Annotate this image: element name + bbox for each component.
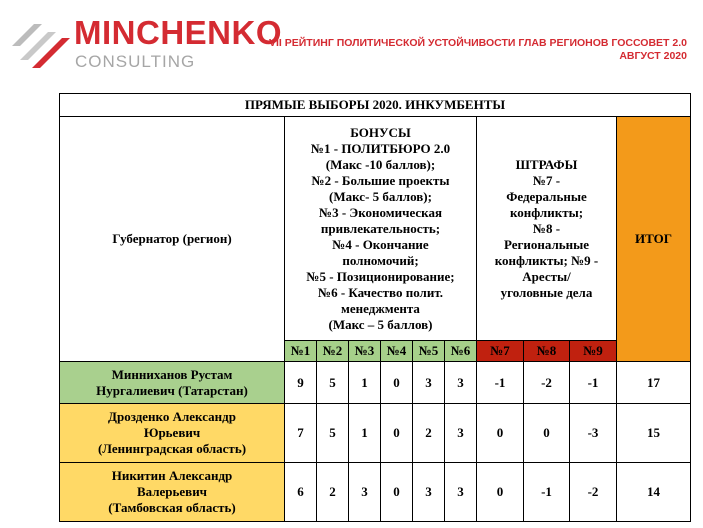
score-cell: 5	[317, 362, 349, 404]
criterion-header: №7	[477, 341, 524, 362]
governor-column-header: Губернатор (регион)	[60, 117, 285, 362]
total-cell: 17	[617, 362, 691, 404]
governor-name-cell	[60, 463, 285, 522]
governor-name-cell	[60, 404, 285, 463]
score-cell: -1	[477, 362, 524, 404]
governor-name-line: Нургалиевич (Татарстан)	[96, 382, 248, 398]
bonus-line: привлекательность;	[320, 220, 441, 236]
fines-line: Федеральные	[506, 188, 587, 204]
bonus-line: полномочий;	[342, 252, 419, 268]
score-cell: 1	[349, 362, 381, 404]
score-cell: 3	[445, 404, 477, 463]
criterion-header: №3	[349, 341, 381, 362]
score-cell: 7	[285, 404, 317, 463]
fines-line: конфликты;	[509, 204, 584, 220]
score-cell: -3	[570, 404, 617, 463]
total-column-header: ИТОГ	[617, 117, 691, 362]
score-cell: -1	[524, 463, 570, 522]
table-row	[60, 362, 691, 404]
criterion-header: №2	[317, 341, 349, 362]
governor-name-cell	[60, 362, 285, 404]
governor-name-line: (Ленинградская область)	[97, 441, 247, 456]
bonus-line: (Макс -10 баллов);	[325, 156, 436, 172]
bonus-line: №3 - Экономическая	[319, 204, 442, 220]
score-cell: 0	[381, 463, 413, 522]
fines-line: №7 -	[532, 172, 561, 188]
fines-line: Региональные	[503, 236, 590, 252]
criterion-header: №6	[445, 341, 477, 362]
score-cell: 0	[381, 362, 413, 404]
criterion-header: №5	[413, 341, 445, 362]
score-cell: 9	[285, 362, 317, 404]
score-cell: 3	[349, 463, 381, 522]
brand-name: MINCHENKO	[74, 14, 282, 51]
score-cell: 3	[413, 362, 445, 404]
score-cell: -2	[524, 362, 570, 404]
governor-name-line: Дрозденко Александр	[108, 409, 236, 424]
score-cell: -2	[570, 463, 617, 522]
table-caption: ПРЯМЫЕ ВЫБОРЫ 2020. ИНКУМБЕНТЫ	[60, 94, 691, 117]
score-cell: 5	[317, 404, 349, 463]
score-cell: 0	[477, 404, 524, 463]
criterion-header: №8	[524, 341, 570, 362]
fines-line: ШТРАФЫ	[515, 156, 578, 172]
bonus-line: БОНУСЫ	[350, 124, 411, 140]
score-cell: 2	[413, 404, 445, 463]
score-cell: 2	[317, 463, 349, 522]
governor-name-line: Юрьевич	[143, 425, 201, 440]
score-cell: -1	[570, 362, 617, 404]
criterion-header: №4	[381, 341, 413, 362]
bonus-line: (Макс- 5 баллов);	[329, 188, 432, 204]
governor-name-line: (Тамбовская область)	[108, 500, 236, 515]
bonus-line: (Макс – 5 баллов)	[328, 316, 433, 332]
fines-line: конфликты; №9 -	[494, 252, 599, 268]
fines-line: Аресты/	[522, 268, 571, 284]
criterion-header: №9	[570, 341, 617, 362]
bonus-line: №6 - Качество полит.	[318, 284, 443, 300]
bonus-line: менеджмента	[341, 300, 420, 316]
bonus-line: №1 - ПОЛИТБЮРО 2.0	[310, 140, 451, 156]
score-cell: 3	[445, 362, 477, 404]
governor-name-line: Валерьевич	[136, 484, 208, 499]
score-cell: 0	[477, 463, 524, 522]
score-cell: 1	[349, 404, 381, 463]
report-title-line2: АВГУСТ 2020	[619, 50, 687, 62]
total-cell: 14	[617, 463, 691, 522]
table-row	[60, 463, 691, 522]
report-title	[269, 37, 687, 63]
score-cell: 6	[285, 463, 317, 522]
fines-header	[477, 117, 617, 341]
score-cell: 0	[524, 404, 570, 463]
score-cell: 0	[381, 404, 413, 463]
rating-table	[59, 93, 691, 522]
table-row	[60, 404, 691, 463]
score-cell: 3	[413, 463, 445, 522]
fines-line: уголовные дела	[500, 284, 593, 300]
bonus-line: №2 - Большие проекты	[311, 172, 450, 188]
report-title-line1: VII РЕЙТИНГ ПОЛИТИЧЕСКОЙ УСТОЙЧИВОСТИ ГЛАВ РЕГИОНОВ ГОССОВЕТ 2.0	[268, 37, 687, 49]
brand-subtitle: CONSULTING	[75, 52, 196, 71]
score-cell: 3	[445, 463, 477, 522]
bonus-line: №5 - Позиционирование;	[306, 268, 455, 284]
governor-name-line: Минниханов Рустам	[111, 366, 233, 382]
governor-name-line: Никитин Александр	[111, 468, 233, 483]
minchenko-logo-icon	[12, 20, 70, 68]
total-cell: 15	[617, 404, 691, 463]
criterion-header: №1	[285, 341, 317, 362]
bonus-header	[285, 117, 477, 341]
fines-line: №8 -	[532, 220, 561, 236]
bonus-line: №4 - Окончание	[332, 236, 429, 252]
